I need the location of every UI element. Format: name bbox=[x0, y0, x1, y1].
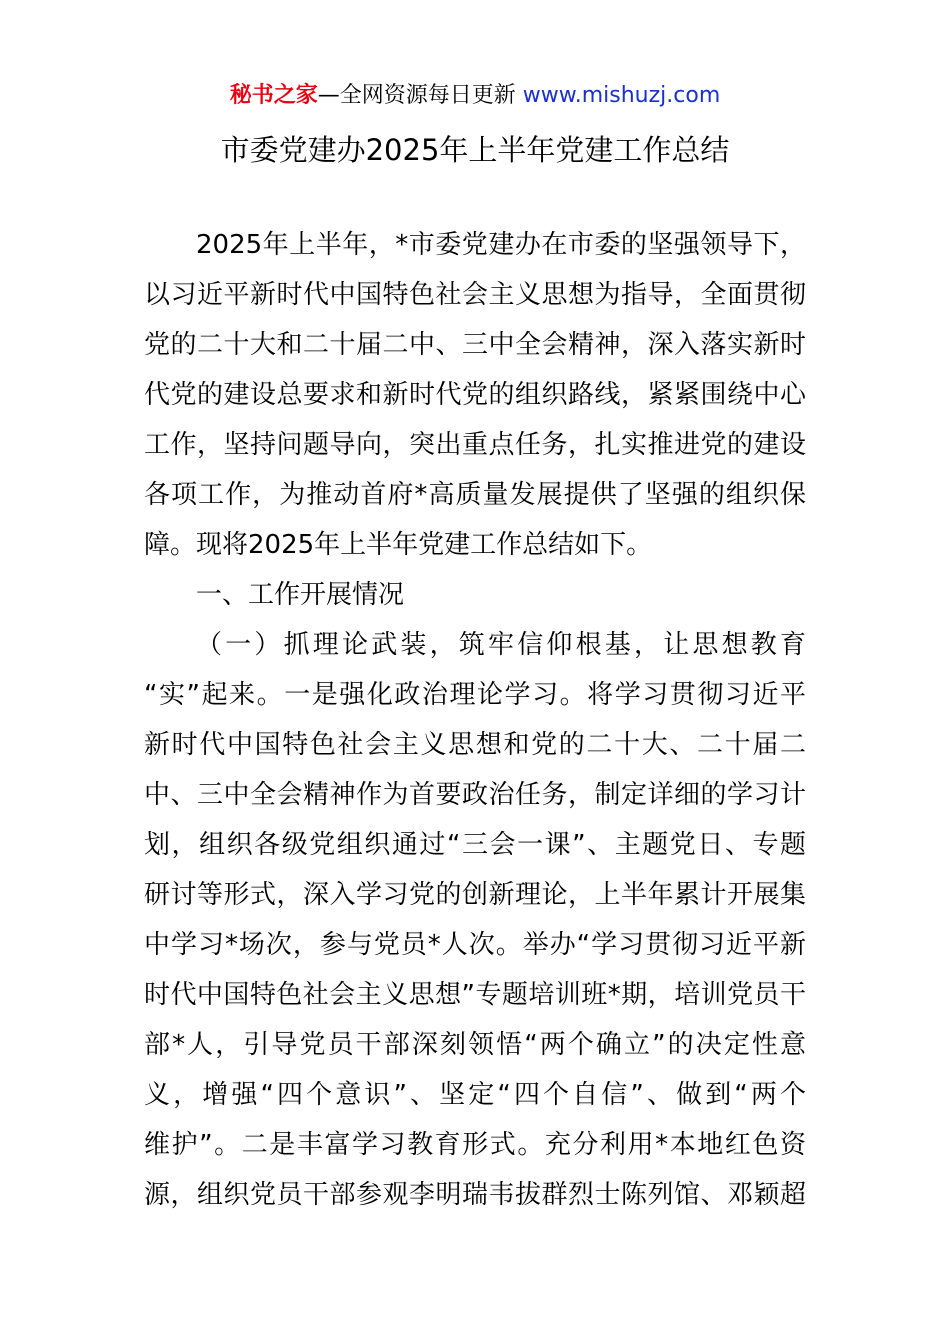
text-line: 工作，坚持问题导向，突出重点任务，扎实推进党的建设 bbox=[144, 430, 806, 460]
document-body bbox=[144, 220, 806, 1220]
text-line: 研讨等形式，深入学习党的创新理论，上半年累计开展集 bbox=[144, 880, 806, 910]
text-line: 2025年上半年，*市委党建办在市委的坚强领导下， bbox=[196, 230, 806, 260]
text-line: 维护”。二是丰富学习教育形式。充分利用*本地红色资 bbox=[144, 1130, 806, 1160]
site-tagline: —全网资源每日更新 bbox=[317, 83, 523, 108]
subsection-heading-line: （一）抓理论武装，筑牢信仰根基，让思想教育 bbox=[196, 630, 806, 660]
text-line: 中学习*场次，参与党员*人次。举办“学习贯彻习近平新 bbox=[144, 930, 806, 960]
text-line: 部*人，引导党员干部深刻领悟“两个确立”的决定性意 bbox=[144, 1030, 806, 1060]
text-line: 源，组织党员干部参观李明瑞韦拔群烈士陈列馆、邓颖超 bbox=[144, 1180, 806, 1210]
text-line: 新时代中国特色社会主义思想和党的二十大、二十届二 bbox=[144, 730, 806, 760]
text-line: 各项工作，为推动首府*高质量发展提供了坚强的组织保 bbox=[144, 480, 806, 510]
text-line: 以习近平新时代中国特色社会主义思想为指导，全面贯彻 bbox=[144, 280, 806, 310]
site-header bbox=[0, 80, 950, 112]
document-title: 市委党建办2025年上半年党建工作总结 bbox=[220, 133, 730, 167]
text-line: 中、三中全会精神作为首要政治任务，制定详细的学习计 bbox=[144, 780, 806, 810]
text-line: 时代中国特色社会主义思想”专题培训班*期，培训党员干 bbox=[144, 980, 806, 1010]
text-line: 障。现将2025年上半年党建工作总结如下。 bbox=[144, 530, 653, 560]
text-line: 义，增强“四个意识”、坚定“四个自信”、做到“两个 bbox=[144, 1080, 806, 1110]
section-heading: 一、工作开展情况 bbox=[196, 580, 405, 610]
site-url-link[interactable]: www.mishuzj.com bbox=[522, 83, 721, 108]
text-line: 党的二十大和二十届二中、三中全会精神，深入落实新时 bbox=[144, 330, 806, 360]
text-line: “实”起来。一是强化政治理论学习。将学习贯彻习近平 bbox=[144, 680, 806, 710]
text-line: 代党的建设总要求和新时代党的组织路线，紧紧围绕中心 bbox=[144, 380, 806, 410]
text-line: 划，组织各级党组织通过“三会一课”、主题党日、专题 bbox=[144, 830, 806, 860]
site-brand: 秘书之家 bbox=[229, 83, 318, 108]
